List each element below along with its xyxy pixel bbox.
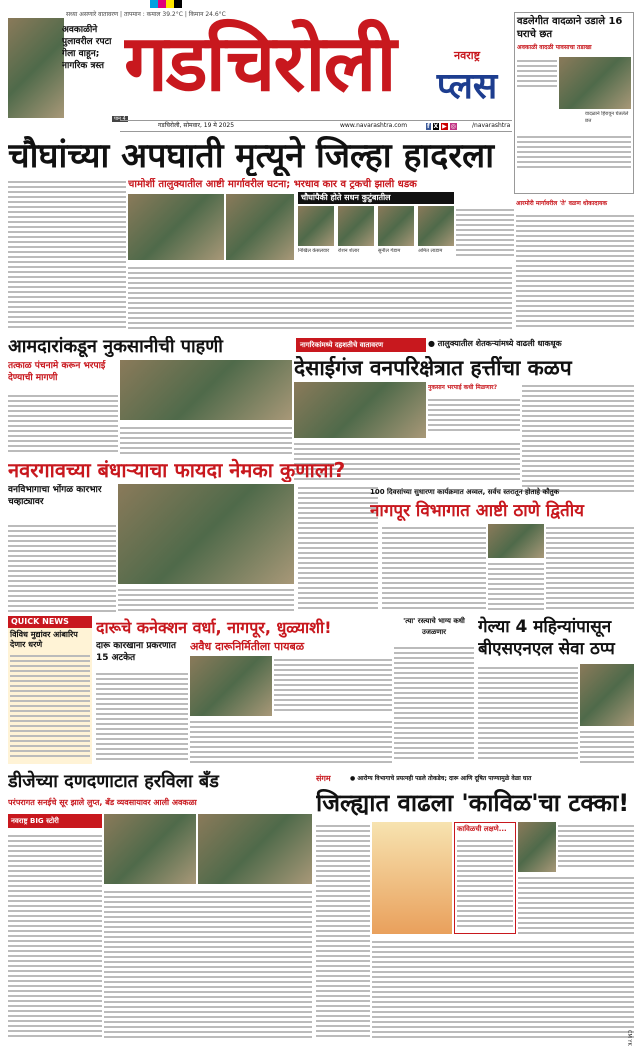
crash-photo-2: [226, 194, 294, 260]
symptoms-title: काविळची लक्षणे...: [457, 825, 507, 833]
liquor-body-2: [274, 656, 392, 716]
footer-code: CM YK: [626, 1030, 632, 1046]
elephant-headline: देसाईगंज वनपरिक्षेत्रात हत्तींचा कळप: [294, 356, 572, 380]
nagpur-body: [382, 524, 486, 614]
health-belt: ● आरोग्य विभागाचे प्रयत्नही पडले तोकडेच; दारू आणि दूषित पाण्यामुळे वेळा घात: [350, 775, 532, 782]
brand-top: नवराष्ट्र: [454, 49, 480, 62]
mla-body: [8, 392, 118, 454]
dj-photo-2: [198, 814, 312, 884]
lead-body: [128, 264, 512, 330]
dam-headline: नवरगावच्या बंधाऱ्याचा फायदा नेमका कुणाला?: [8, 458, 346, 482]
side-col-head: आरमोरी मार्गावरील 'ते' वळण धोकादायक: [516, 200, 608, 207]
bsnl-headline: गेल्या 4 महिन्यांपासून बीएसएनएल सेवा ठप्प: [478, 617, 615, 659]
reg-swatch: [150, 0, 158, 8]
masthead-title: गडचिरोली: [124, 19, 395, 109]
police-station-photo: [488, 524, 544, 558]
dj-body-2: [104, 888, 312, 1040]
belt-right: ● तालुक्यातील शेतकऱ्यांमध्ये वाढली धाकधूक: [428, 339, 562, 348]
page-number: पान 4: [114, 116, 126, 122]
social-icons: f X ▶ ◎: [427, 123, 456, 130]
liquor-body: [96, 670, 188, 766]
dj-headline: डीजेच्या दणदणाटात हरविला बँड: [8, 771, 219, 792]
top-right-sub: अवकाळी वादळी पावसाचा तडाखा: [517, 44, 592, 51]
health-headline: जिल्ह्यात वाढला 'काविळ'चा टक्का!: [316, 789, 630, 817]
bsnl-body: [394, 644, 474, 766]
elephant-photo: [294, 382, 426, 438]
health-kicker: संगम: [316, 774, 331, 783]
victim-name: अमित लाडाम: [418, 248, 443, 254]
site-url: www.navarashtra.com: [340, 122, 408, 129]
dateline: गडचिरोली, सोमवार, 19 मे 2025: [158, 122, 235, 129]
side-col-body: [516, 212, 634, 330]
quick-news-box: [8, 616, 92, 764]
health-body-2: [372, 938, 634, 1040]
mla-sub: तत्काळ पंचनामे करून भरपाई देण्याची मागणी: [8, 361, 106, 383]
victim-name: रोशन शेलार: [338, 248, 360, 254]
reg-swatch: [158, 0, 166, 8]
bsnl-body-2: [478, 664, 578, 766]
nagpur-body-3: [488, 560, 544, 614]
dam-sub: वनविभागाचा भोंगळ कारभार चव्हाट्यावर: [8, 485, 102, 507]
victim-photo: [418, 206, 454, 246]
roof-photo: [559, 57, 631, 109]
bsnl-kicker: 'त्या' रस्त्याचे भाग्य कधी उजळणार: [403, 617, 465, 636]
liquor-body-3: [190, 718, 392, 766]
liquor-headline: दारूचे कनेक्शन वर्धा, नागपूर, धुळ्याशी!: [96, 618, 332, 637]
quick-news-body: [10, 652, 90, 760]
nagpur-headline: नागपूर विभागात आष्टी ठाणे द्वितीय: [370, 501, 584, 521]
lead-deck: चौघांपैकी होते सधन कुटुंबातील: [298, 192, 454, 204]
lead-kicker: चामोर्शी तालुक्यातील आष्टी मार्गावरील घटना; भरधाव कार व ट्रकची झाली धडक: [128, 179, 417, 190]
big-story-label: नवराष्ट्र BIG स्टोरी: [8, 814, 102, 828]
dateline-bar: [120, 120, 512, 132]
mla-headline: आमदारांकडून नुकसानीची पाहणी: [8, 336, 223, 357]
dj-sub: परंपरागत सनईचे सूर झाले लुप्त, बँड व्यवसायावर आली अवकळा: [8, 798, 197, 807]
liquor-photo: [190, 656, 272, 716]
dam-body-2: [298, 484, 378, 614]
teaser-photo: [8, 18, 64, 118]
quick-news-label: QUICK NEWS: [8, 616, 92, 628]
dam-photo: [118, 484, 294, 584]
victim-name: सुनील गेडाम: [378, 248, 401, 254]
health-body-3: [518, 874, 634, 936]
brand-badge: [420, 48, 514, 118]
crash-photo-1: [128, 194, 224, 260]
victim-name: निखिल केसलवार: [298, 248, 330, 254]
elephant-question: नुकसान भरपाई कधी मिळणार?: [428, 384, 498, 391]
belt-label: नागरिकांमध्ये दहशतीचे वातावरण: [296, 338, 426, 352]
top-right-caption: वादळाने हिरावून घेतलेले छत: [585, 111, 629, 124]
victim-photo: [298, 206, 334, 246]
brand-bottom: प्लस: [436, 66, 498, 107]
quick-news-title: विविध मुद्यांवर आंबारिप देणार धरणे: [10, 630, 78, 649]
top-left-teaser-title: अवकाळीने पुलावरील रपटा गेला वाहून; नागरिक त्रस्त: [62, 25, 112, 71]
top-right-body-2: [517, 133, 631, 191]
top-right-box: [514, 12, 634, 194]
dam-body-3: [118, 586, 294, 614]
reg-swatch: [174, 0, 182, 8]
liquor-sub2: अवैध दारूनिर्मितीला पायबळ: [190, 640, 305, 653]
doctor-quote: [558, 822, 634, 872]
victim-photo: [378, 206, 414, 246]
health-body: [316, 822, 370, 1040]
elephant-body-2: [522, 382, 634, 498]
top-right-body: [517, 57, 557, 105]
lead-lines-left: [8, 178, 126, 328]
dam-body: [8, 522, 116, 614]
elephant-body: [428, 396, 520, 432]
lead-side-body: [456, 206, 514, 260]
mla-body-2: [120, 424, 292, 454]
top-right-title: वडलेगीत वादळाने उडाले 16 घराचे छत: [517, 16, 623, 40]
tower-photo: [580, 664, 634, 726]
lead-headline: चौघांच्या अपघाती मृत्यूने जिल्हा हादरला: [8, 136, 495, 176]
victim-photo: [338, 206, 374, 246]
symptoms-list: [457, 837, 513, 931]
bsnl-body-3: [580, 728, 634, 766]
nagpur-kicker: 100 दिवसांच्या सुधारणा कार्यक्रमात अव्वल, सर्वच स्तरातून होताहे कौतुक: [370, 488, 560, 496]
social-handle: /navarashtra: [472, 122, 511, 129]
liquor-sub1: दारू कारखाना प्रकरणात 15 अटकेत: [96, 641, 176, 663]
victim-photos: [298, 206, 454, 260]
reg-swatch: [166, 0, 174, 8]
dj-photo-1: [104, 814, 196, 884]
nagpur-body-2: [546, 524, 634, 614]
symptoms-box: [454, 822, 516, 934]
mla-photo: [120, 360, 292, 420]
lead-lines: [8, 178, 126, 328]
liver-graphic: [372, 822, 452, 934]
weather-bar: सध्या असणारे वातावरण | तापमान : कमाल 39.2°C | किमान 24.6°C: [66, 11, 226, 18]
doctor-photo: [518, 822, 556, 872]
dj-body: [8, 832, 102, 1040]
